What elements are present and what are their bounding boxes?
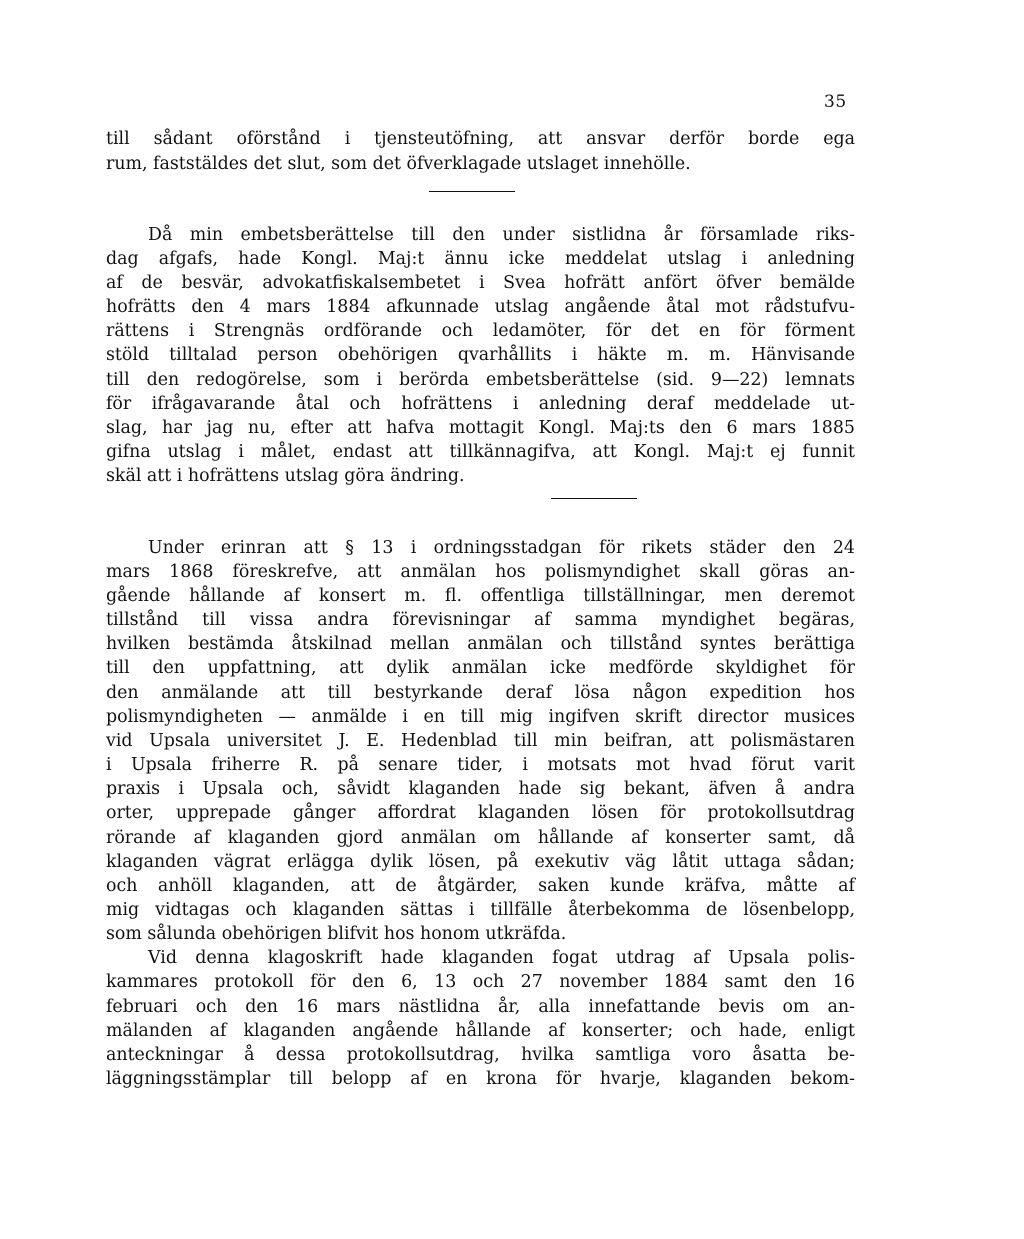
text-line: polismyndigheten — anmälde i en till mig ingifven skrift director musices (106, 707, 855, 727)
text-line: mig vidtagas och klaganden sättas i tillfälle återbekomma de lösenbelopp, (106, 900, 855, 920)
text-line: till den redogörelse, som i berörda embetsberättelse (sid. 9—22) lemnats (106, 370, 855, 390)
text-line: stöld tilltalad person obehörigen qvarhållits i häkte m. m. Hänvisande (106, 345, 855, 365)
section-divider (551, 498, 637, 499)
text-line: hofrätts den 4 mars 1884 afkunnade utslag angående åtal mot rådstufvu- (106, 297, 855, 317)
text-line: klaganden vägrat erlägga dylik lösen, på exekutiv väg låtit uttaga sådan; (106, 852, 855, 872)
text-line: till den uppfattning, att dylik anmälan icke medförde skyldighet för (106, 658, 855, 678)
text-line: som sålunda obehörigen blifvit hos honom utkräfda. (106, 924, 567, 944)
text-line: för ifrågavarande åtal och hofrättens i anledning deraf meddelade ut- (106, 394, 855, 414)
text-line: gifna utslag i målet, endast att tillkännagifva, att Kongl. Maj:t ej funnit (106, 442, 855, 462)
text-line: Under erinran att § 13 i ordningsstadgan för rikets städer den 24 (148, 538, 855, 558)
text-line: vid Upsala universitet J. E. Hedenblad till min beifran, att polismästaren (106, 731, 855, 751)
text-line: till sådant oförstånd i tjensteutöfning, att ansvar derför borde ega (106, 129, 855, 149)
text-line: mars 1868 föreskrefve, att anmälan hos polismyndighet skall göras an- (106, 562, 855, 582)
text-line: af de besvär, advokatfiskalsembetet i Svea hofrätt anfört öfver bemälde (106, 273, 855, 293)
text-line: och anhöll klaganden, att de åtgärder, saken kunde kräfva, måtte af (106, 876, 855, 896)
text-line: slag, har jag nu, efter att hafva mottagit Kongl. Maj:ts den 6 mars 1885 (106, 418, 855, 438)
text-line: orter, upprepade gånger affordrat klaganden lösen för protokollsutdrag (106, 803, 855, 823)
text-line: praxis i Upsala och, såvidt klaganden hade sig bekant, äfven å andra (106, 779, 855, 799)
text-line: den anmälande att till bestyrkande deraf lösa någon expedition hos (106, 683, 855, 703)
text-line: Då min embetsberättelse till den under sistlidna år församlade riks- (148, 225, 855, 245)
page-number: 35 (824, 92, 847, 112)
text-line: hvilken bestämda åtskilnad mellan anmälan och tillstånd syntes berättiga (106, 634, 855, 654)
text-line: februari och den 16 mars nästlidna år, alla innefattande bevis om an- (106, 997, 855, 1017)
text-line: i Upsala friherre R. på senare tider, i motsats mot hvad förut varit (106, 755, 855, 775)
text-line: tillstånd till vissa andra förevisningar af samma myndighet begäras, (106, 610, 855, 630)
text-line: gående hållande af konsert m. fl. offentliga tillställningar, men deremot (106, 586, 855, 606)
text-line: dag afgafs, hade Kongl. Maj:t ännu icke meddelat utslag i anledning (106, 249, 855, 269)
text-line: anteckningar å dessa protokollsutdrag, hvilka samtliga voro åsatta be- (106, 1045, 855, 1065)
section-divider (429, 191, 515, 192)
text-line: Vid denna klagoskrift hade klaganden fogat utdrag af Upsala polis- (148, 948, 855, 968)
text-line: rum, faststäldes det slut, som det öfverklagade utslaget innehölle. (106, 154, 691, 174)
text-line: rättens i Strengnäs ordförande och ledamöter, för det en för förment (106, 321, 855, 341)
text-line: kammares protokoll för den 6, 13 och 27 november 1884 samt den 16 (106, 972, 855, 992)
text-line: mälanden af klaganden angående hållande af konserter; och hade, enligt (106, 1021, 855, 1041)
text-line: rörande af klaganden gjord anmälan om hållande af konserter samt, då (106, 828, 855, 848)
text-line: skäl att i hofrättens utslag göra ändring. (106, 466, 465, 486)
text-line: läggningsstämplar till belopp af en krona för hvarje, klaganden bekom- (106, 1069, 855, 1089)
